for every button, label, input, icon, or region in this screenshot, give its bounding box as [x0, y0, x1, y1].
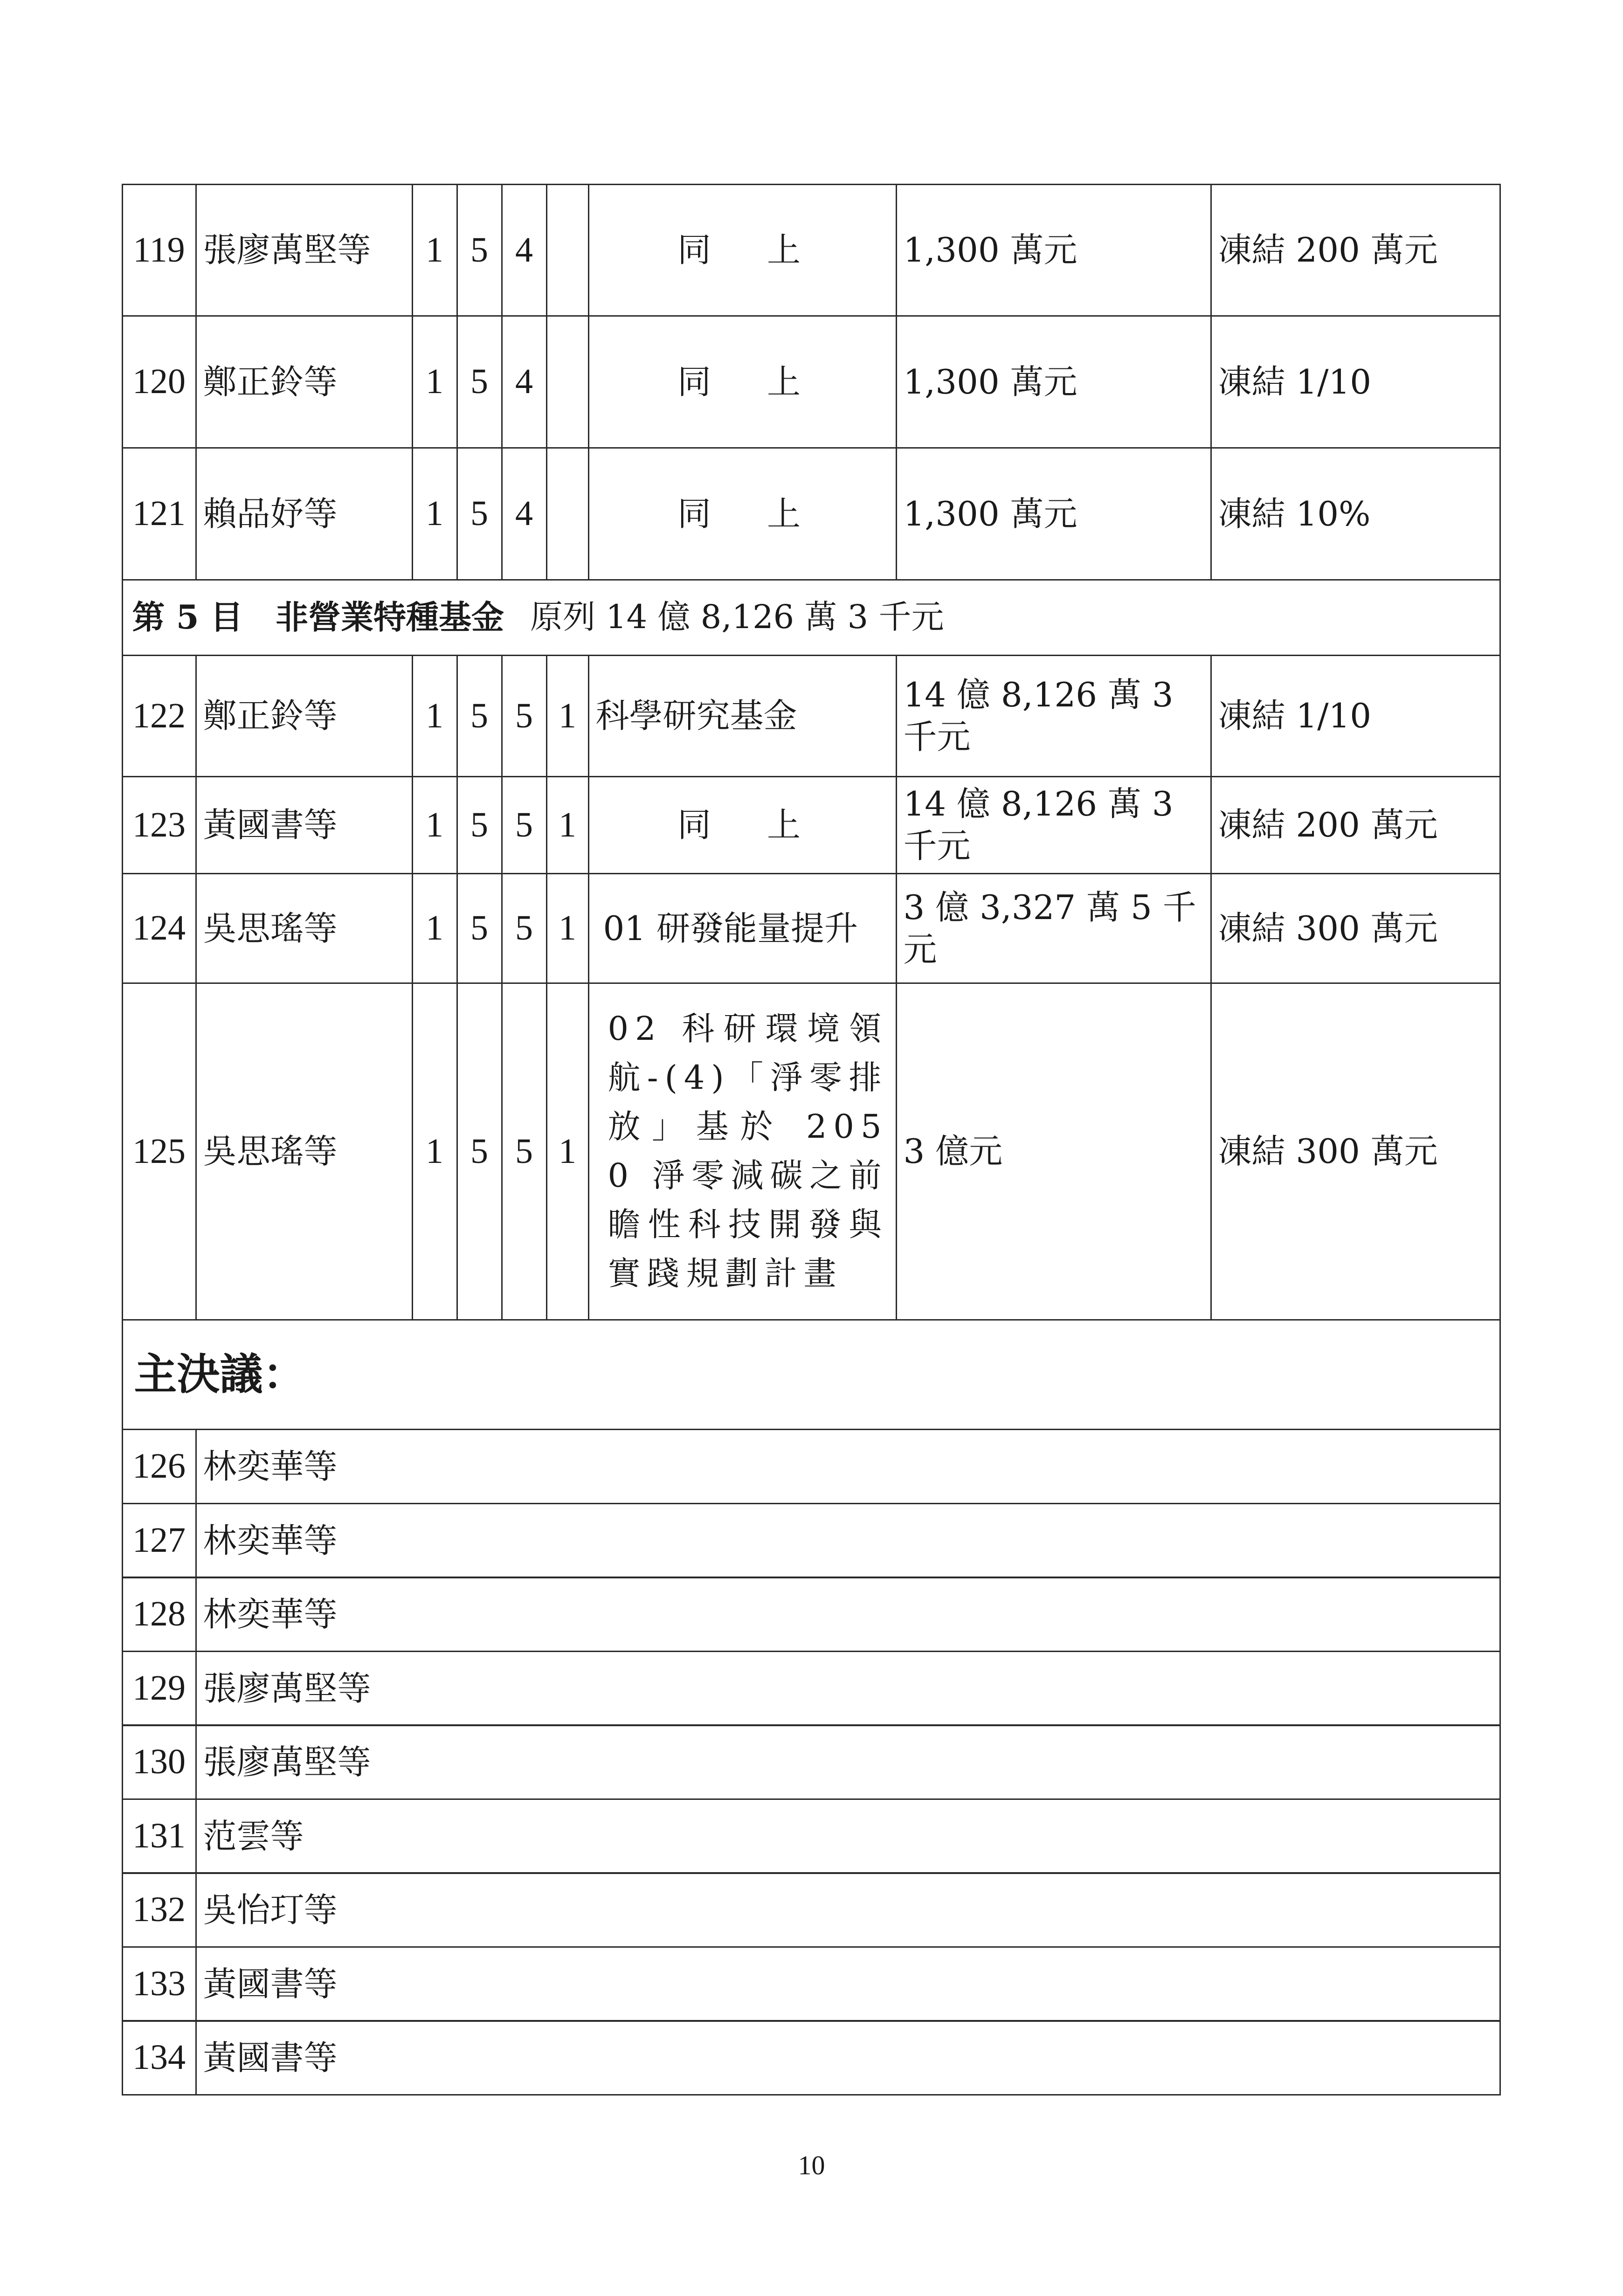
code-1: 1	[412, 873, 458, 984]
code-2: 5	[456, 655, 503, 777]
section-name: 非營業特種基金	[275, 598, 504, 637]
budget-item: 同上	[588, 447, 897, 581]
budget-item: 科學研究基金	[588, 655, 897, 777]
code-4: 1	[546, 982, 589, 1321]
row-number: 128	[122, 1577, 197, 1652]
row-number: 123	[122, 776, 197, 874]
freeze-action: 凍結 1/10	[1210, 315, 1501, 449]
code-3: 5	[501, 655, 547, 777]
row-number: 120	[122, 315, 197, 449]
budget-item: 01 研發能量提升	[588, 873, 897, 984]
proposer: 吳怡玎等	[195, 1872, 1501, 1948]
row-number: 122	[122, 655, 197, 777]
freeze-action: 凍結 200 萬元	[1210, 776, 1501, 874]
section-original-amount: 原列 14 億 8,126 萬 3 千元	[530, 598, 944, 636]
row-number: 121	[122, 447, 197, 581]
row-number: 131	[122, 1798, 197, 1874]
row-number: 127	[122, 1503, 197, 1578]
code-2: 5	[456, 184, 503, 317]
code-3: 4	[501, 184, 547, 317]
code-1: 1	[412, 982, 458, 1321]
row-number: 132	[122, 1872, 197, 1948]
row-number: 126	[122, 1429, 197, 1504]
code-2: 5	[456, 447, 503, 581]
budget-amount: 14 億 8,126 萬 3 千元	[896, 776, 1212, 874]
section-header	[122, 579, 1501, 656]
budget-amount: 1,300 萬元	[896, 315, 1212, 449]
row-number: 130	[122, 1724, 197, 1800]
code-1: 1	[412, 655, 458, 777]
freeze-action: 凍結 300 萬元	[1210, 982, 1501, 1321]
proposer: 林奕華等	[195, 1503, 1501, 1578]
budget-item: 同上	[588, 776, 897, 874]
proposer: 鄭正鈴等	[195, 315, 413, 449]
code-2: 5	[456, 776, 503, 874]
row-number: 129	[122, 1651, 197, 1726]
budget-amount: 1,300 萬元	[896, 184, 1212, 317]
section-label: 第 5 目	[132, 598, 243, 637]
proposer: 吳思瑤等	[195, 982, 413, 1321]
budget-item: 同上	[588, 315, 897, 449]
code-4: 1	[546, 655, 589, 777]
proposer: 黃國書等	[195, 2020, 1501, 2095]
freeze-action: 凍結 300 萬元	[1210, 873, 1501, 984]
freeze-action: 凍結 200 萬元	[1210, 184, 1501, 317]
proposer: 黃國書等	[195, 776, 413, 874]
freeze-action: 凍結 10%	[1210, 447, 1501, 581]
budget-item: 02 科研環境領航-(4)「淨零排放」基於 2050 淨零減碳之前瞻性科技開發與實踐規劃計畫	[588, 982, 897, 1321]
proposer: 鄭正鈴等	[195, 655, 413, 777]
row-number: 134	[122, 2020, 197, 2095]
row-number: 119	[122, 184, 197, 317]
page-number: 10	[798, 2150, 825, 2180]
code-3: 4	[501, 447, 547, 581]
code-3: 4	[501, 315, 547, 449]
code-2: 5	[456, 873, 503, 984]
budget-amount: 1,300 萬元	[896, 447, 1212, 581]
proposer: 張廖萬堅等	[195, 1724, 1501, 1800]
code-1: 1	[412, 776, 458, 874]
code-1: 1	[412, 184, 458, 317]
main-resolution-title: 主決議：	[122, 1319, 1501, 1430]
code-4	[546, 447, 589, 581]
proposer: 賴品妤等	[195, 447, 413, 581]
row-number: 125	[122, 982, 197, 1321]
code-1: 1	[412, 447, 458, 581]
code-3: 5	[501, 873, 547, 984]
proposer: 林奕華等	[195, 1429, 1501, 1504]
row-number: 133	[122, 1946, 197, 2022]
proposer: 張廖萬堅等	[195, 184, 413, 317]
proposer: 張廖萬堅等	[195, 1651, 1501, 1726]
code-2: 5	[456, 315, 503, 449]
code-4	[546, 315, 589, 449]
budget-amount: 14 億 8,126 萬 3 千元	[896, 655, 1212, 777]
row-number: 124	[122, 873, 197, 984]
budget-amount: 3 億元	[896, 982, 1212, 1321]
budget-item: 同上	[588, 184, 897, 317]
code-4: 1	[546, 873, 589, 984]
code-3: 5	[501, 982, 547, 1321]
proposer: 吳思瑤等	[195, 873, 413, 984]
proposer: 林奕華等	[195, 1577, 1501, 1652]
proposer: 范雲等	[195, 1798, 1501, 1874]
code-4: 1	[546, 776, 589, 874]
code-2: 5	[456, 982, 503, 1321]
code-4	[546, 184, 589, 317]
code-3: 5	[501, 776, 547, 874]
proposer: 黃國書等	[195, 1946, 1501, 2022]
code-1: 1	[412, 315, 458, 449]
budget-amount: 3 億 3,327 萬 5 千元	[896, 873, 1212, 984]
freeze-action: 凍結 1/10	[1210, 655, 1501, 777]
